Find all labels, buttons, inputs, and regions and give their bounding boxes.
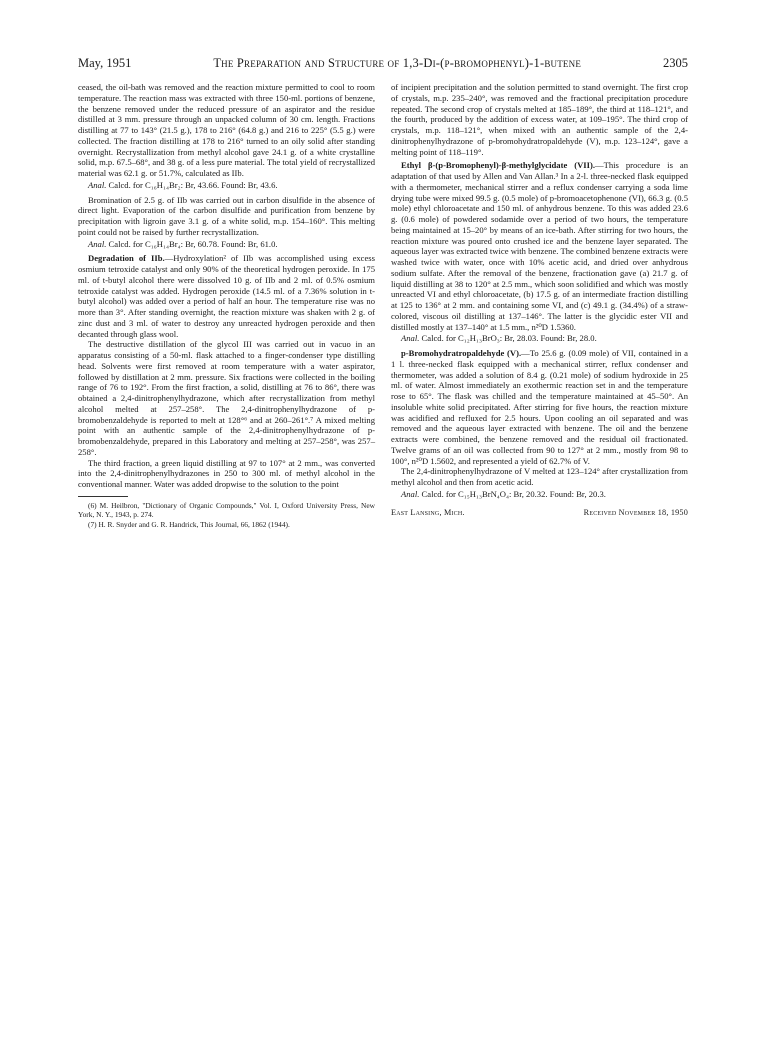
analysis-text: Calcd. for C₁₂H₁₃BrO₃: Br, 28.03. Found: Br, 28.0. — [421, 333, 597, 344]
analysis-line — [78, 180, 375, 191]
paragraph: of incipient precipitation and the solution permitted to stand overnight. The first crop of crystals, m.p. 235–240°, was removed and the fractional precipitation procedure repeated. The second crop of crystals melted at 185–189°, the third at 118–121°, and the fourth, produced by the addition of excess water, at 109–195°. The third crop of crystals, m.p. 118–121°, when mixed with an authentic sample of the 2,4-dinitrophenylhydrazone of p-bromohydratropaldehyde (V), m.p. 123–124°, gave a melting point of 118–119°. — [391, 82, 688, 157]
analysis-text: Calcd. for C₁₆H₁₄Br₄: Br, 60.78. Found: Br, 61.0. — [108, 238, 278, 249]
header-date: May, 1951 — [78, 56, 132, 70]
running-header — [78, 56, 688, 76]
page-number: 2305 — [662, 56, 688, 70]
section-paragraph — [391, 160, 688, 332]
analysis-line — [391, 333, 688, 344]
section-heading: Degradation of IIb. — [88, 253, 165, 264]
footnotes — [78, 501, 375, 529]
received-date: Received November 18, 1950 — [583, 507, 688, 517]
section-text: —To 25.6 g. (0.09 mole) of VII, contained in a 1 l. three-necked flask equipped with a mechanical stirrer, reflux condenser and thermometer, was added a solution of 8.4 g. (0.21 mole) of sodium hydroxide in 25 ml. of water. Almost immediately an exothermic reaction set in and the temperature rose to 65°. The flask was chilled and the temperature maintained at 45–50°. An insoluble white solid precipitated. After stirring for five hours, the reaction mixture was acidified and refluxed for 2.5 hours. Upon cooling an oil separated and was removed and the aqueous layer extracted with benzene. The oil and the benzene extracts were combined, the benzene removed and the residual oil fractionated. Twelve grams of an oil was collected from 90 to 127° at 2 mm., mostly from 98 to 100°, n²⁰D 1.5602, and represented a yield of 62.7% of V. — [391, 348, 688, 466]
analysis-label: Anal. — [401, 488, 420, 499]
paragraph: The 2,4-dinitrophenylhydrazone of V melted at 123–124° after crystallization from methyl alcohol and then from acetic acid. — [391, 466, 688, 487]
journal-page — [78, 56, 688, 529]
article-signoff — [391, 508, 688, 519]
paragraph: ceased, the oil-bath was removed and the reaction mixture permitted to cool to room temperature. The reaction mass was extracted with three 150-ml. portions of benzene, the benzene removed under the reduced pressure of an aspirator and the residue distilled at 3 mm. pressure through an unpacked column of 30 cm. length. Fractions distilling at 77 to 143° (21.5 g.), 178 to 216° (64.8 g.) and 216 to 225° (5.5 g.) were collected. The fraction distilling at 178 to 216° turned to an oily solid after standing overnight. Recrystallization from methyl alcohol gave 24.1 g. of a white crystalline solid, m.p. 67.5–68°, and 38 g. of a less pure material. The total yield of recrystallized material was 62.1 g. or 51.7%, calculated as IIb. — [78, 82, 375, 178]
header-title: The Preparation and Structure of 1,3-Di-(p-bromophenyl)-1-butene — [213, 56, 582, 70]
author-location: East Lansing, Mich. — [391, 507, 465, 517]
footnote: (6) M. Heilbron, "Dictionary of Organic Compounds," Vol. I, Oxford University Press, New York, N. Y., 1943, p. 274. — [78, 500, 375, 520]
section-paragraph — [391, 348, 688, 466]
two-column-body — [78, 82, 688, 529]
section-text: —Hydroxylation² of IIb was accomplished using excess osmium tetroxide catalyst and only 90% of the theoretical hydrogen peroxide. In 175 ml. of t-butyl alcohol there were dissolved 10 g. of IIb and 2 ml. of 0.5% osmium tetroxide catalyst was added. Hydrogen peroxide (14.5 ml. of a 7.36% solution in t-butyl alcohol) was added over a period of half an hour. The temperature rise was no more than 3°. After standing overnight, the reaction mixture was shaken with 2 g. of zinc dust and 3 ml. of water to destroy any unreacted hydrogen peroxide and then decanted through glass wool. — [78, 253, 375, 339]
analysis-line — [391, 489, 688, 500]
analysis-text: Calcd. for C₁₅H₁₃BrN₄O₄: Br, 20.32. Found: Br, 20.3. — [421, 488, 606, 499]
section-heading: Ethyl β-(p-Bromophenyl)-β-methylglycidate (VII). — [401, 160, 595, 171]
paragraph: The third fraction, a green liquid distilling at 97 to 107° at 2 mm., was converted into the 2,4-dinitrophenylhydrazones in 250 to 300 ml. of methyl alcohol in the conventional manner. Water was added dropwise to the solution to the point — [78, 457, 375, 489]
analysis-label: Anal. — [401, 333, 420, 344]
footnote-rule — [78, 496, 128, 497]
footnote: (7) H. R. Snyder and G. R. Handrick, This Journal, 66, 1862 (1944). — [88, 519, 290, 529]
section-heading: p-Bromohydratropaldehyde (V). — [401, 348, 522, 358]
analysis-label: Anal. — [88, 179, 107, 190]
paragraph: The destructive distillation of the glycol III was carried out in vacuo in an apparatus consisting of a 50-ml. flask attached to a finger-condenser type distilling head. Solvents were first removed at room temperature with a water aspirator, followed by distillation at 2 mm. pressure. Six fractions were collected in the boiling range of 76 to 192°. From the first fraction, a solid, distilling at 76 to 86°, there was obtained a 2,4-dinitrophenylhydrazone, which after recrystallization from methyl alcohol melted at 257–258°. The 2,4-dinitrophenylhydrazone of p-bromobenzaldehyde is reported to melt at 128°⁶ and at 260–261°.⁷ A mixed melting point with an authentic sample of the 2,4-dinitrophenylhydrazone of p-bromobenzaldehyde, prepared in this Laboratory and melting at 257–258°, was 257–258°. — [78, 339, 375, 457]
section-text: —This procedure is an adaptation of that used by Allen and Van Allan.³ In a 2-l. three-necked flask equipped with a thermometer, mechanical stirrer and a reflux condenser carrying a soda lime drying tube were mixed 99.5 g. (0.5 mole) of p-bromoacetophenone (VI), 66.3 g. (0.5 mole) ethyl chloroacetate and 150 ml. of anhydrous benzene. To this was added 23.6 g. (0.6 mole) of powdered sodamide over a period of two hours, the temperature being maintained at 15–20° by means of an ice-bath. After stirring for two hours, the reaction mixture was poured onto crushed ice and the benzene layer separated. The aqueous layer was extracted twice with benzene. The combined benzene extracts were washed twice with water, once with 10% acetic acid, and dried over anhydrous sodium sulfate. After the removal of the benzene, fractionation gave (a) 21.7 g. of liquid distilling at 38 to 120° at 2.5 mm., which soon solidified and which was mostly unreacted VI and ethyl chloroacetate, (b) 17.5 g. of an intermediate fraction distilling at 125 to 136° at 2 mm. and containing some VI, and (c) 49.1 g. (34.4%) of a straw-colored, viscous oil distilling at 137–146°. The latter is the glycidic ester VII and distilled mostly at 137–140° at 1.5 mm., n²⁰D 1.5360. — [391, 160, 688, 332]
section-paragraph — [78, 253, 375, 339]
analysis-text: Calcd. for C₁₆H₁₄Br₂: Br, 43.66. Found: Br, 43.6. — [108, 179, 278, 190]
paragraph: Bromination of 2.5 g. of IIb was carried out in carbon disulfide in the absence of direct light. Evaporation of the carbon disulfide and purification from benzene by precipitation with ligroin gave 3.1 g. of a white solid, m.p. 154–160°. This melting point could not be raised by further recrystallization. — [78, 194, 375, 237]
left-column — [78, 82, 375, 529]
analysis-label: Anal. — [88, 238, 107, 249]
right-column — [391, 82, 688, 529]
analysis-line — [78, 239, 375, 250]
